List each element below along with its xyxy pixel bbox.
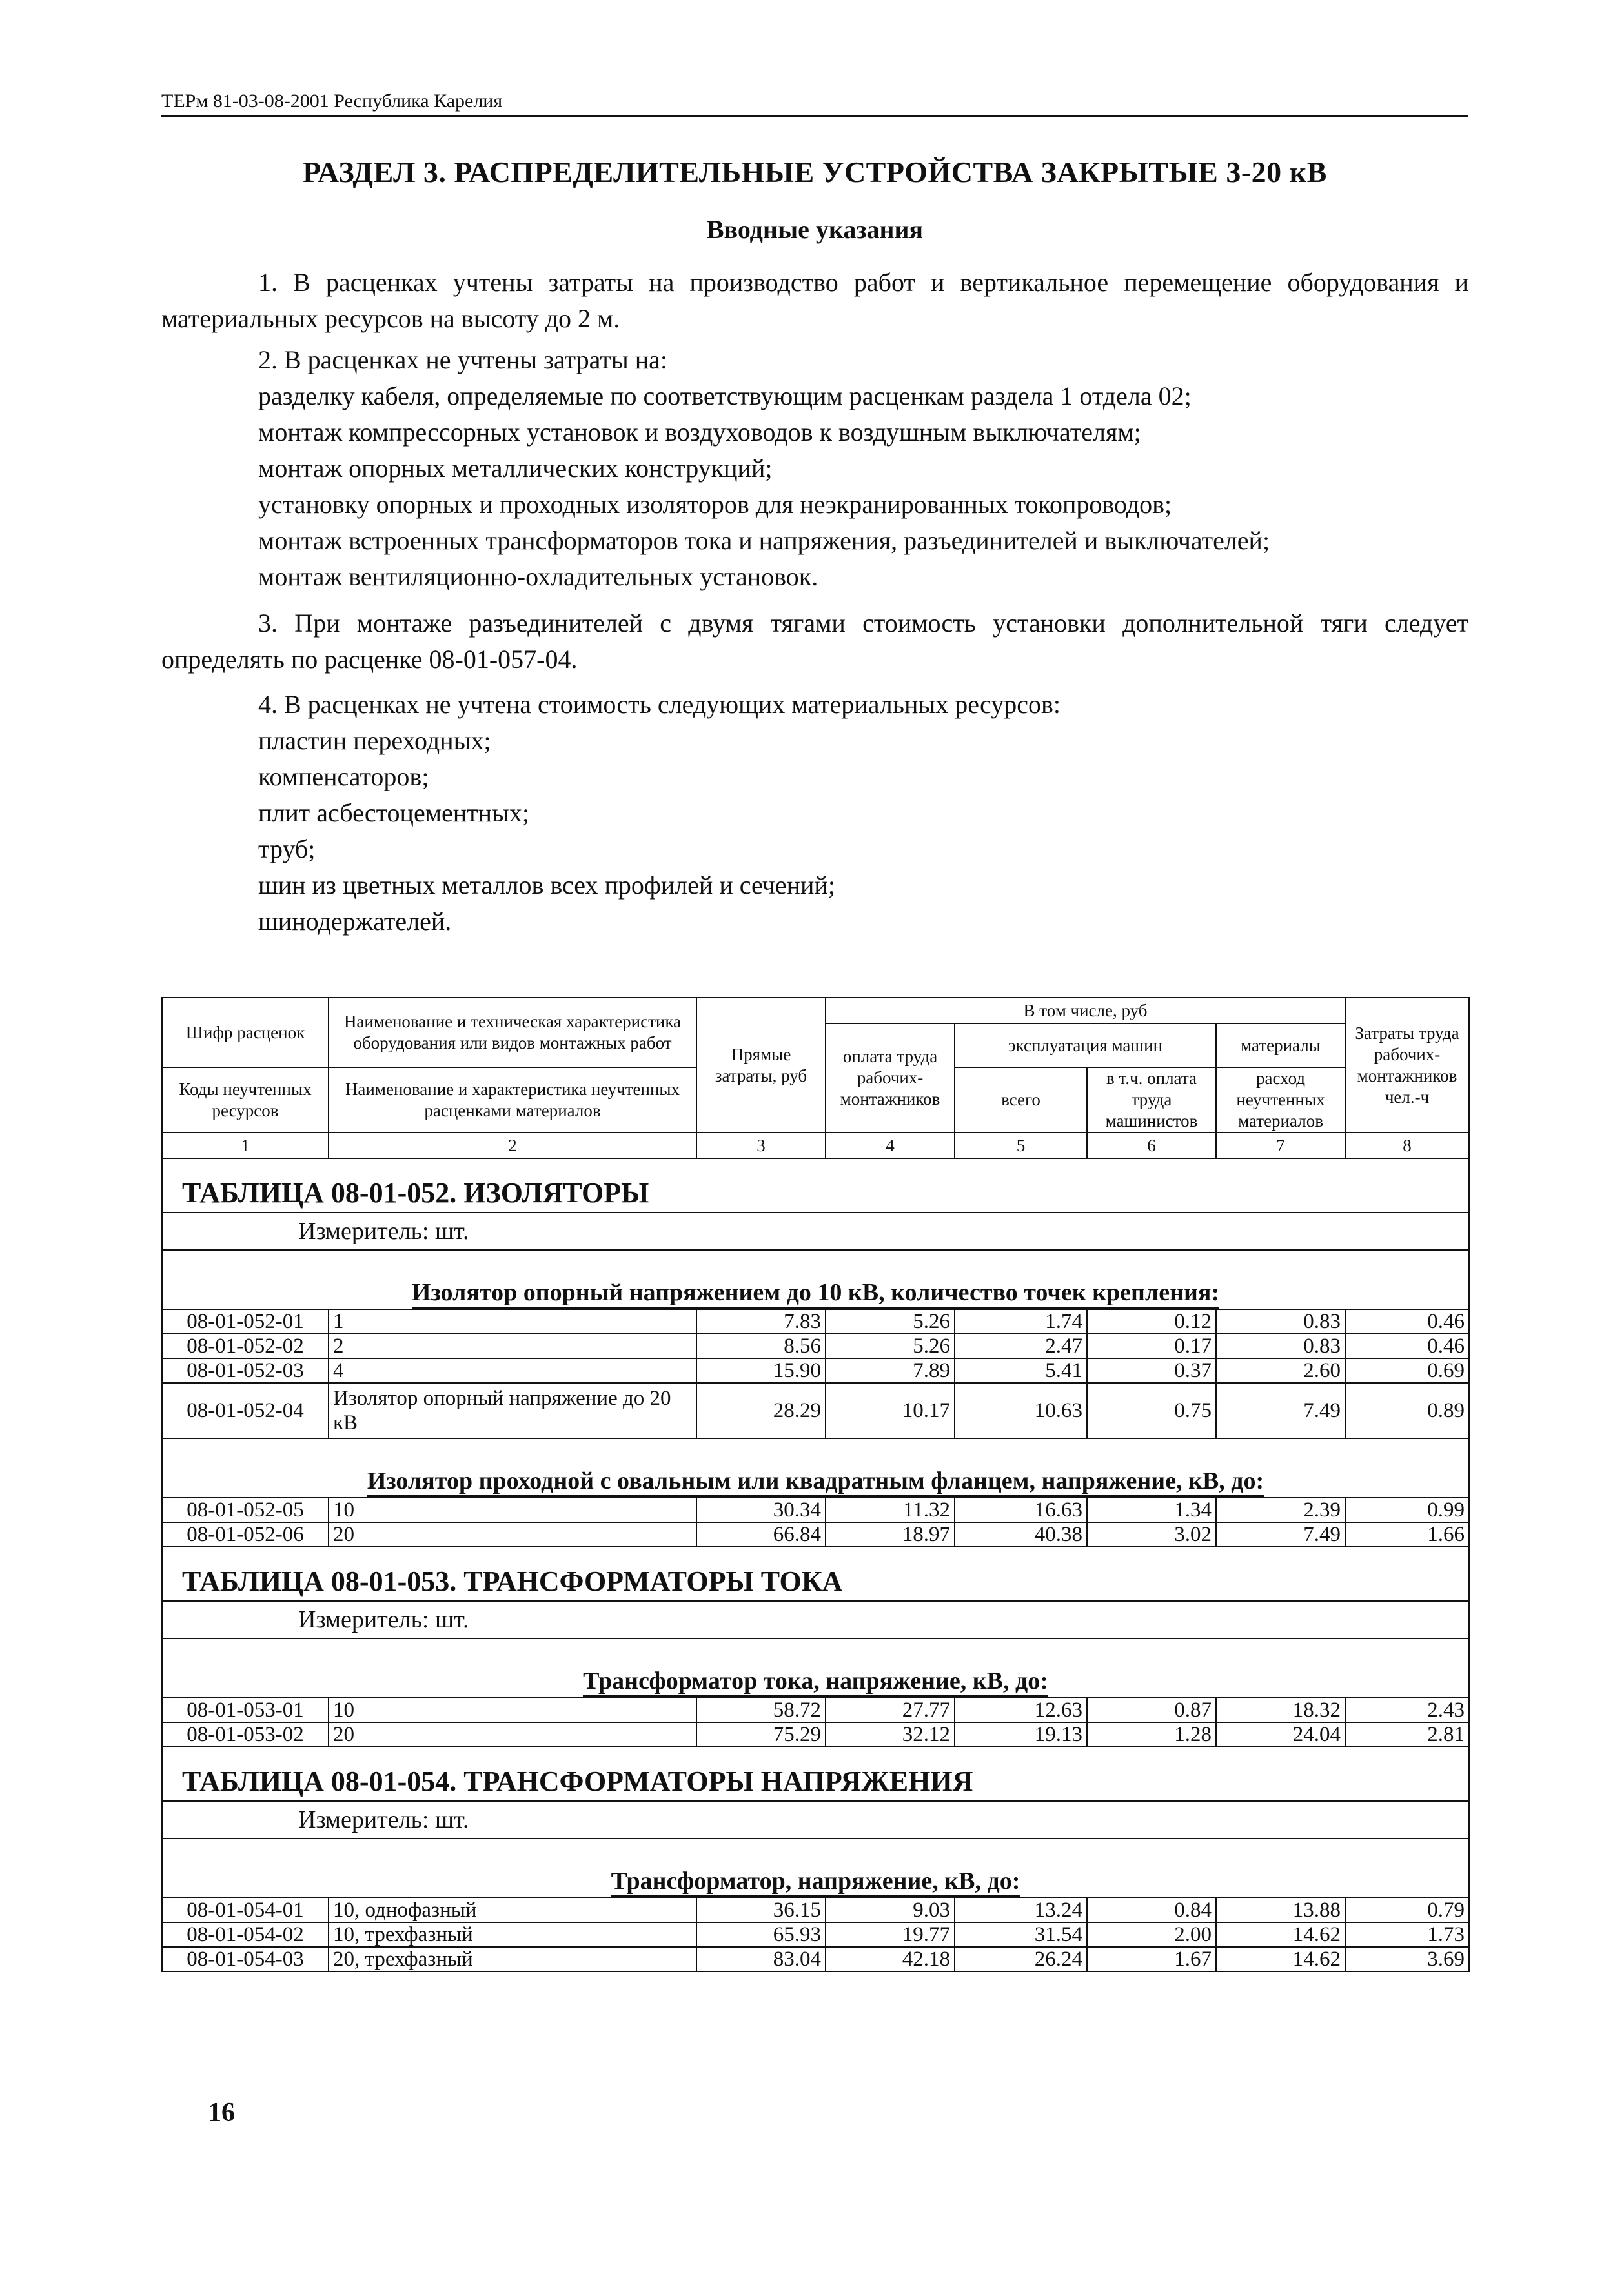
rate-value: 1.67 bbox=[1087, 1947, 1216, 1971]
rate-value: 5.26 bbox=[826, 1309, 955, 1334]
list-item: монтаж опорных металлических конструкций; bbox=[258, 454, 773, 483]
rate-value: 0.89 bbox=[1345, 1383, 1469, 1438]
table-title-row bbox=[162, 1547, 1469, 1601]
rate-name: 20, трехфазный bbox=[329, 1947, 696, 1971]
rate-value: 2.43 bbox=[1345, 1698, 1469, 1722]
rate-name: 10, однофазный bbox=[329, 1898, 696, 1922]
rate-value: 15.90 bbox=[696, 1358, 826, 1383]
rate-code: 08-01-052-06 bbox=[162, 1522, 329, 1547]
rate-value: 2.60 bbox=[1216, 1358, 1345, 1383]
column-numbers-row bbox=[162, 1133, 1469, 1158]
paragraph-2-list bbox=[161, 378, 1468, 595]
group-heading-row bbox=[162, 1638, 1469, 1698]
rate-value: 13.24 bbox=[955, 1898, 1087, 1922]
col-header-machines: эксплуатация машин bbox=[955, 1023, 1216, 1067]
intro-title: Вводные указания bbox=[706, 215, 924, 244]
table-header-row bbox=[162, 998, 1469, 1023]
column-number: 3 bbox=[696, 1133, 826, 1158]
list-item: плит асбестоцементных; bbox=[258, 798, 530, 827]
list-item: шинодержателей. bbox=[258, 907, 452, 936]
table-title: ТАБЛИЦА 08-01-052. ИЗОЛЯТОРЫ bbox=[162, 1158, 1469, 1213]
rate-value: 65.93 bbox=[696, 1922, 826, 1947]
group-heading-row bbox=[162, 1438, 1469, 1498]
rate-value: 16.63 bbox=[955, 1498, 1087, 1522]
rate-value: 14.62 bbox=[1216, 1947, 1345, 1971]
rate-code: 08-01-053-01 bbox=[162, 1698, 329, 1722]
rate-code: 08-01-054-02 bbox=[162, 1922, 329, 1947]
table-row bbox=[162, 1334, 1469, 1358]
rate-value: 19.13 bbox=[955, 1722, 1087, 1747]
rate-value: 2.00 bbox=[1087, 1922, 1216, 1947]
col-header-mach-total: всего bbox=[955, 1067, 1087, 1133]
rate-value: 5.26 bbox=[826, 1334, 955, 1358]
rate-value: 7.89 bbox=[826, 1358, 955, 1383]
rate-value: 26.24 bbox=[955, 1947, 1087, 1971]
col-header-res-codes: Коды неучтенных ресурсов bbox=[162, 1067, 329, 1133]
rate-code: 08-01-052-03 bbox=[162, 1358, 329, 1383]
rate-value: 19.77 bbox=[826, 1922, 955, 1947]
rate-value: 42.18 bbox=[826, 1947, 955, 1971]
col-header-direct: Прямые затраты, руб bbox=[696, 998, 826, 1133]
rate-value: 0.37 bbox=[1087, 1358, 1216, 1383]
rate-name: 4 bbox=[329, 1358, 696, 1383]
rate-code: 08-01-052-01 bbox=[162, 1309, 329, 1334]
rate-value: 0.46 bbox=[1345, 1334, 1469, 1358]
rate-value: 0.75 bbox=[1087, 1383, 1216, 1438]
group-heading-row bbox=[162, 1838, 1469, 1898]
rate-value: 2.39 bbox=[1216, 1498, 1345, 1522]
table-row bbox=[162, 1698, 1469, 1722]
rate-value: 27.77 bbox=[826, 1698, 955, 1722]
group-heading: Изолятор проходной с овальным или квадратным фланцем, напряжение, кВ, до: bbox=[367, 1467, 1264, 1497]
rate-value: 30.34 bbox=[696, 1498, 826, 1522]
intro-paragraph-4 bbox=[161, 687, 1468, 940]
rate-value: 7.83 bbox=[696, 1309, 826, 1334]
paragraph-1: 1. В расценках учтены затраты на производство работ и вертикальное перемещение оборудования и материальных ресурсов на высоту до 2 м. bbox=[161, 268, 1468, 333]
group-heading-row bbox=[162, 1250, 1469, 1309]
rate-value: 1.28 bbox=[1087, 1722, 1216, 1747]
rate-value: 0.83 bbox=[1216, 1309, 1345, 1334]
rate-value: 0.79 bbox=[1345, 1898, 1469, 1922]
column-number: 8 bbox=[1345, 1133, 1469, 1158]
column-number: 4 bbox=[826, 1133, 955, 1158]
rate-value: 83.04 bbox=[696, 1947, 826, 1971]
paragraph-3: 3. При монтаже разъединителей с двумя тягами стоимость установки дополнительной тяги следует определять по расценке 08-01-057-04. bbox=[161, 609, 1468, 674]
group-heading: Изолятор опорный напряжением до 10 кВ, количество точек крепления: bbox=[412, 1278, 1219, 1309]
group-heading-cell bbox=[162, 1838, 1469, 1898]
rate-value: 10.63 bbox=[955, 1383, 1087, 1438]
measure-row bbox=[162, 1601, 1469, 1638]
measure-row bbox=[162, 1801, 1469, 1838]
rate-value: 28.29 bbox=[696, 1383, 826, 1438]
group-heading-cell bbox=[162, 1438, 1469, 1498]
rate-value: 58.72 bbox=[696, 1698, 826, 1722]
paragraph-4-lead: 4. В расценках не учтена стоимость следующих материальных ресурсов: bbox=[258, 690, 1061, 719]
rate-name: Изолятор опорный напряжение до 20 кВ bbox=[329, 1383, 696, 1438]
rate-value: 24.04 bbox=[1216, 1722, 1345, 1747]
intro-paragraph-1 bbox=[161, 265, 1468, 337]
group-heading: Трансформатор тока, напряжение, кВ, до: bbox=[583, 1667, 1048, 1697]
rate-code: 08-01-052-02 bbox=[162, 1334, 329, 1358]
rate-value: 1.73 bbox=[1345, 1922, 1469, 1947]
rate-value: 75.29 bbox=[696, 1722, 826, 1747]
col-header-mat-use: расход неучтенных материалов bbox=[1216, 1067, 1345, 1133]
column-number: 6 bbox=[1087, 1133, 1216, 1158]
rate-value: 10.17 bbox=[826, 1383, 955, 1438]
section-title: РАЗДЕЛ 3. РАСПРЕДЕЛИТЕЛЬНЫЕ УСТРОЙСТВА ЗАКРЫТЫЕ 3-20 кВ bbox=[303, 156, 1327, 188]
list-item: разделку кабеля, определяемые по соответствующим расценкам раздела 1 отдела 02; bbox=[258, 381, 1192, 410]
intro-paragraph-3 bbox=[161, 605, 1468, 678]
rate-value: 2.47 bbox=[955, 1334, 1087, 1358]
rate-value: 2.81 bbox=[1345, 1722, 1469, 1747]
rate-value: 8.56 bbox=[696, 1334, 826, 1358]
table-row bbox=[162, 1358, 1469, 1383]
rate-value: 7.49 bbox=[1216, 1383, 1345, 1438]
col-header-name: Наименование и техническая характеристика оборудования или видов монтажных работ bbox=[329, 998, 696, 1067]
rate-value: 9.03 bbox=[826, 1898, 955, 1922]
column-number: 5 bbox=[955, 1133, 1087, 1158]
rate-value: 1.66 bbox=[1345, 1522, 1469, 1547]
group-heading: Трансформатор, напряжение, кВ, до: bbox=[611, 1867, 1020, 1897]
table-row bbox=[162, 1922, 1469, 1947]
paragraph-2-lead: 2. В расценках не учтены затраты на: bbox=[258, 345, 667, 374]
rate-value: 31.54 bbox=[955, 1922, 1087, 1947]
page-number: 16 bbox=[208, 2098, 235, 2128]
table-title: ТАБЛИЦА 08-01-053. ТРАНСФОРМАТОРЫ ТОКА bbox=[162, 1547, 1469, 1601]
rate-value: 66.84 bbox=[696, 1522, 826, 1547]
col-header-materials: материалы bbox=[1216, 1023, 1345, 1067]
measure-unit: Измеритель: шт. bbox=[162, 1213, 1469, 1250]
rate-value: 1.34 bbox=[1087, 1498, 1216, 1522]
rate-name: 10 bbox=[329, 1698, 696, 1722]
list-item: монтаж встроенных трансформаторов тока и напряжения, разъединителей и выключателей; bbox=[258, 526, 1270, 555]
rate-value: 0.87 bbox=[1087, 1698, 1216, 1722]
rate-value: 18.32 bbox=[1216, 1698, 1345, 1722]
rate-value: 3.02 bbox=[1087, 1522, 1216, 1547]
rate-code: 08-01-053-02 bbox=[162, 1722, 329, 1747]
table-row bbox=[162, 1722, 1469, 1747]
table-row bbox=[162, 1309, 1469, 1334]
table-title-row bbox=[162, 1747, 1469, 1801]
rate-value: 36.15 bbox=[696, 1898, 826, 1922]
measure-unit: Измеритель: шт. bbox=[162, 1601, 1469, 1638]
table-row bbox=[162, 1498, 1469, 1522]
rate-code: 08-01-054-01 bbox=[162, 1898, 329, 1922]
list-item: пластин переходных; bbox=[258, 726, 491, 755]
list-item: компенсаторов; bbox=[258, 762, 429, 791]
rate-value: 5.41 bbox=[955, 1358, 1087, 1383]
rate-value: 11.32 bbox=[826, 1498, 955, 1522]
rate-value: 1.74 bbox=[955, 1309, 1087, 1334]
rate-value: 7.49 bbox=[1216, 1522, 1345, 1547]
rate-name: 20 bbox=[329, 1522, 696, 1547]
col-header-incl: В том числе, руб bbox=[826, 998, 1345, 1023]
rate-value: 14.62 bbox=[1216, 1922, 1345, 1947]
col-header-labor-pay: оплата труда рабочих-монтажников bbox=[826, 1023, 955, 1133]
rates-table bbox=[161, 997, 1470, 1972]
rate-name: 20 bbox=[329, 1722, 696, 1747]
table-row bbox=[162, 1522, 1469, 1547]
group-heading-cell bbox=[162, 1638, 1469, 1698]
rate-value: 18.97 bbox=[826, 1522, 955, 1547]
rate-code: 08-01-054-03 bbox=[162, 1947, 329, 1971]
rate-value: 0.69 bbox=[1345, 1358, 1469, 1383]
table-row bbox=[162, 1898, 1469, 1922]
measure-row bbox=[162, 1213, 1469, 1250]
rate-value: 0.17 bbox=[1087, 1334, 1216, 1358]
group-heading-cell bbox=[162, 1250, 1469, 1309]
rate-value: 3.69 bbox=[1345, 1947, 1469, 1971]
list-item: труб; bbox=[258, 834, 316, 863]
intro-paragraph-2 bbox=[161, 342, 1468, 595]
rate-name: 10 bbox=[329, 1498, 696, 1522]
rate-name: 10, трехфазный bbox=[329, 1922, 696, 1947]
col-header-code: Шифр расценок bbox=[162, 998, 329, 1067]
table-title-row bbox=[162, 1158, 1469, 1213]
rates-table-body bbox=[162, 1158, 1469, 1971]
list-item: шин из цветных металлов всех профилей и сечений; bbox=[258, 871, 835, 900]
col-header-mach-incl: в т.ч. оплата труда машинистов bbox=[1087, 1067, 1216, 1133]
rate-value: 40.38 bbox=[955, 1522, 1087, 1547]
running-head: ТЕРм 81-03-08-2001 Республика Карелия bbox=[161, 90, 1468, 117]
rate-value: 12.63 bbox=[955, 1698, 1087, 1722]
rate-code: 08-01-052-04 bbox=[162, 1383, 329, 1438]
rate-value: 0.46 bbox=[1345, 1309, 1469, 1334]
rate-value: 0.12 bbox=[1087, 1309, 1216, 1334]
rate-value: 0.84 bbox=[1087, 1898, 1216, 1922]
rate-name: 2 bbox=[329, 1334, 696, 1358]
table-row bbox=[162, 1383, 1469, 1438]
rate-value: 32.12 bbox=[826, 1722, 955, 1747]
column-number: 7 bbox=[1216, 1133, 1345, 1158]
rate-value: 13.88 bbox=[1216, 1898, 1345, 1922]
table-row bbox=[162, 1947, 1469, 1971]
list-item: монтаж компрессорных установок и воздуховодов к воздушным выключателям; bbox=[258, 418, 1141, 447]
list-item: монтаж вентиляционно-охладительных установок. bbox=[258, 562, 818, 591]
paragraph-4-list bbox=[161, 723, 1468, 940]
col-header-labor-cost: Затраты труда рабочих-монтажников чел.-ч bbox=[1345, 998, 1469, 1133]
list-item: установку опорных и проходных изоляторов для неэкранированных токопроводов; bbox=[258, 490, 1172, 519]
rate-code: 08-01-052-05 bbox=[162, 1498, 329, 1522]
measure-unit: Измеритель: шт. bbox=[162, 1801, 1469, 1838]
col-header-res-names: Наименование и характеристика неучтенных расценками материалов bbox=[329, 1067, 696, 1133]
rate-name: 1 bbox=[329, 1309, 696, 1334]
column-number: 2 bbox=[329, 1133, 696, 1158]
column-number: 1 bbox=[162, 1133, 329, 1158]
table-title: ТАБЛИЦА 08-01-054. ТРАНСФОРМАТОРЫ НАПРЯЖЕНИЯ bbox=[162, 1747, 1469, 1801]
rate-value: 0.99 bbox=[1345, 1498, 1469, 1522]
rate-value: 0.83 bbox=[1216, 1334, 1345, 1358]
